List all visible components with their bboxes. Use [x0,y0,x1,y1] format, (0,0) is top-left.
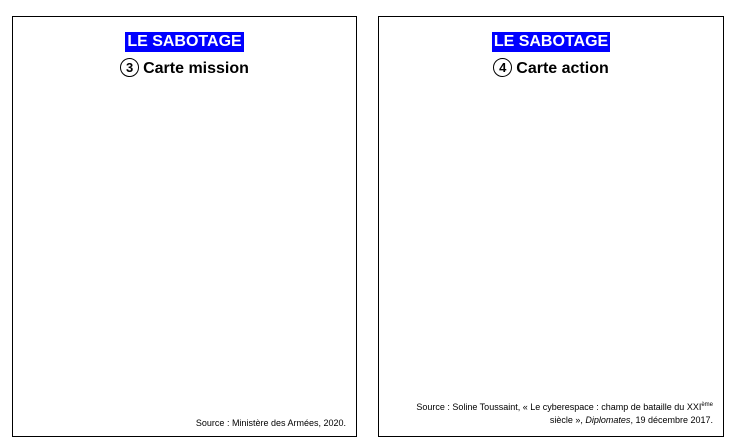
card-subtitle: Carte action [516,60,609,77]
source-date: , 19 décembre 2017. [630,415,713,425]
card-title-row [379,32,723,52]
card-title: LE SABOTAGE [127,33,242,50]
card-source: Source : Ministère des Armées, 2020. [195,418,346,428]
card-subtitle-row [379,58,723,80]
source-line-2 [416,414,713,427]
card-subtitle-row [13,58,356,80]
action-card [378,16,724,437]
source-text: siècle », [549,415,586,425]
card-title-row [13,32,356,52]
card-title: LE SABOTAGE [493,33,609,50]
mission-card [12,16,357,437]
card-source [416,401,713,427]
source-text: Source : Soline Toussaint, « Le cyberespace : champ de bataille du XXI [416,402,702,412]
number-badge: 4 [493,58,512,77]
source-superscript: ème [701,402,713,408]
number-badge: 3 [120,58,139,77]
card-subtitle: Carte mission [143,60,249,77]
source-line-1 [416,401,713,414]
source-publication: Diplomates [585,415,631,425]
